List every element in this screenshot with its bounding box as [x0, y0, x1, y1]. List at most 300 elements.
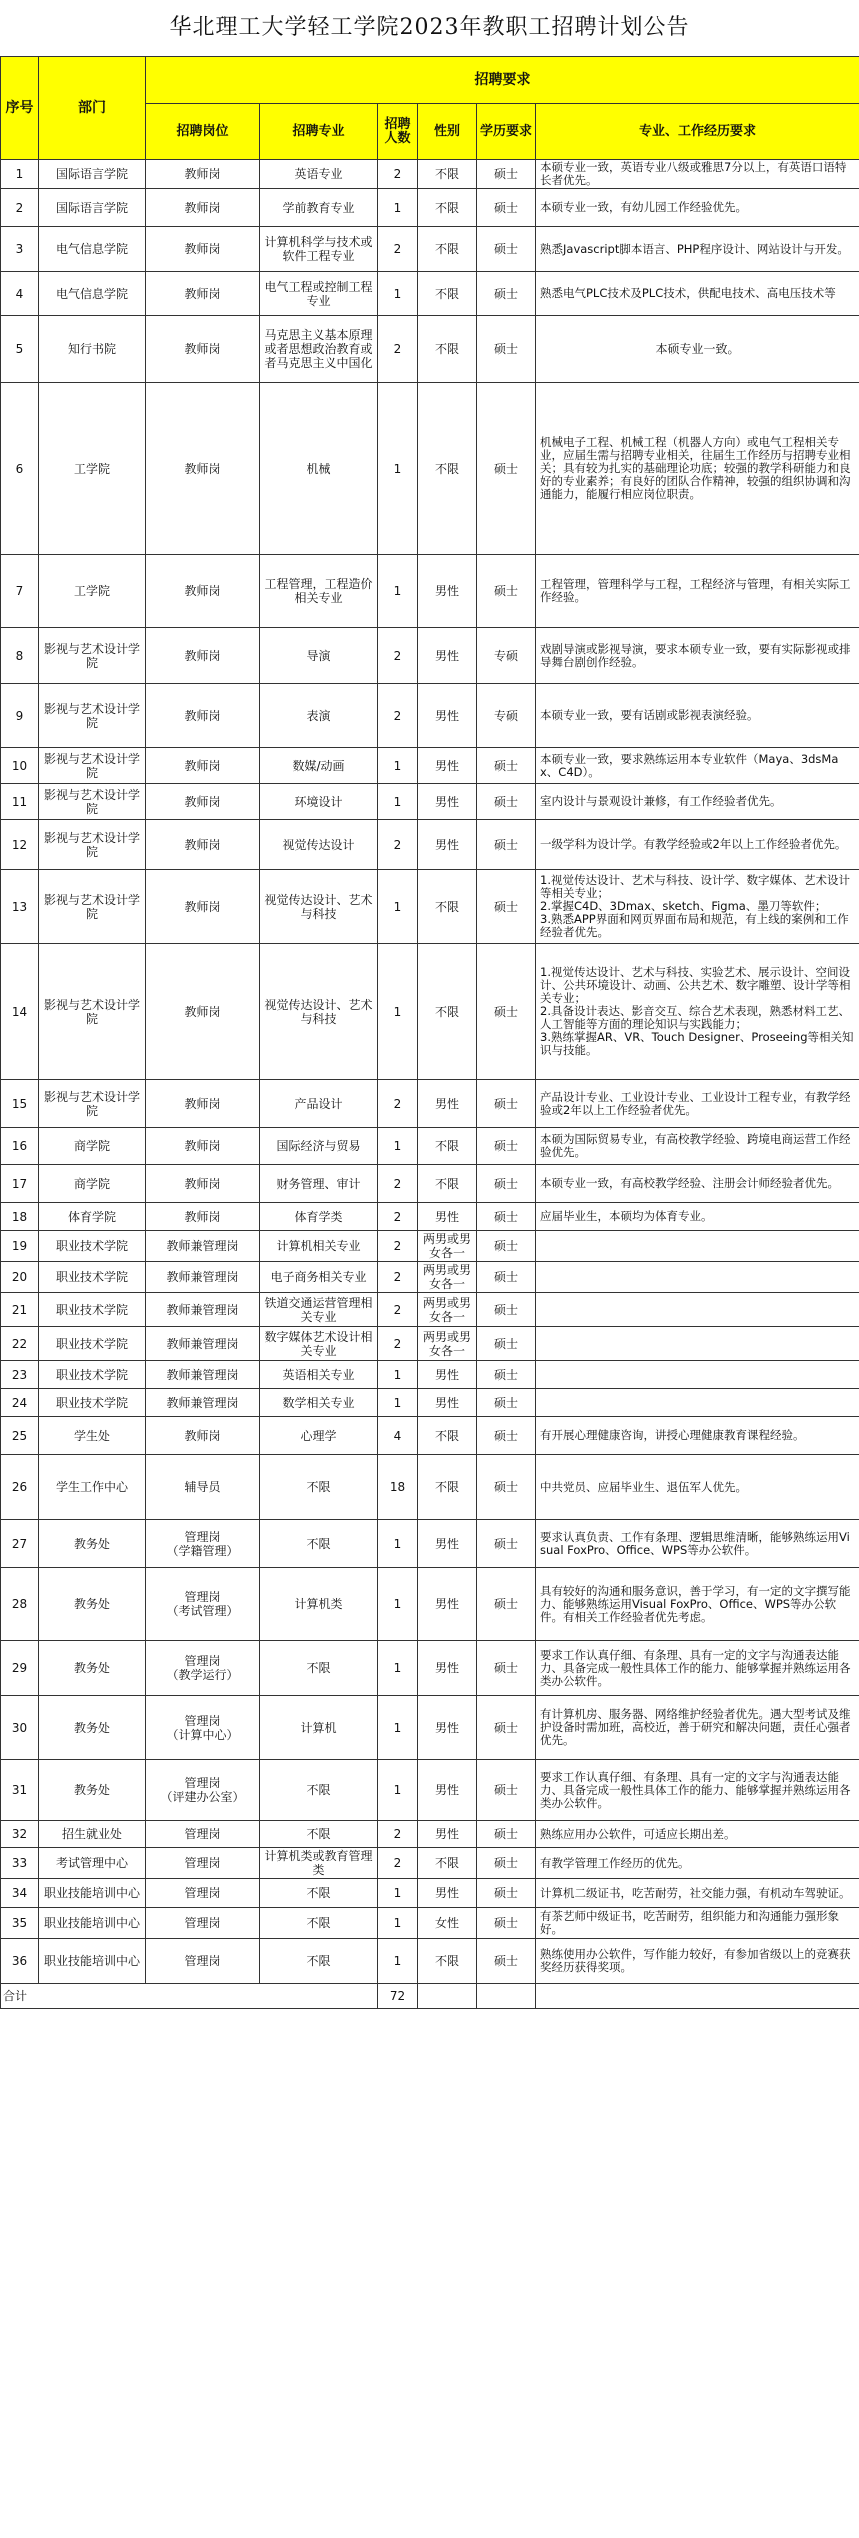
- cell-post: 教师岗: [146, 272, 260, 316]
- cell-count: 1: [378, 1568, 418, 1641]
- cell-no: 4: [1, 272, 39, 316]
- cell-no: 27: [1, 1520, 39, 1568]
- cell-post: 教师兼管理岗: [146, 1327, 260, 1361]
- cell-gender: 不限: [418, 1165, 477, 1203]
- cell-dept: 职业技能培训中心: [39, 1939, 146, 1984]
- cell-req: 戏剧导演或影视导演，要求本硕专业一致，要有实际影视或排导舞台剧创作经验。: [536, 628, 859, 684]
- cell-post: 教师岗: [146, 748, 260, 784]
- cell-req: 有茶艺师中级证书，吃苦耐劳，组织能力和沟通能力强形象好。: [536, 1908, 859, 1939]
- cell-edu: 硕士: [477, 1939, 536, 1984]
- cell-dept: 职业技术学院: [39, 1389, 146, 1417]
- cell-req: 工程管理，管理科学与工程，工程经济与管理，有相关实际工作经验。: [536, 555, 859, 628]
- cell-major: 计算机相关专业: [260, 1231, 378, 1262]
- cell-no: 11: [1, 784, 39, 820]
- table-row: [1, 1760, 859, 1821]
- cell-no: 23: [1, 1361, 39, 1389]
- cell-edu: 硕士: [477, 784, 536, 820]
- cell-dept: 影视与艺术设计学院: [39, 944, 146, 1080]
- total-row: [1, 1984, 859, 2009]
- table-row: [1, 272, 859, 316]
- cell-count: 1: [378, 1361, 418, 1389]
- table-row: [1, 1641, 859, 1696]
- cell-req: 计算机二级证书，吃苦耐劳，社交能力强，有机动车驾驶证。: [536, 1879, 859, 1908]
- cell-gender: 不限: [418, 316, 477, 383]
- cell-no: 1: [1, 160, 39, 189]
- cell-major: 英语相关专业: [260, 1361, 378, 1389]
- table-row: [1, 1293, 859, 1327]
- table-row: [1, 1821, 859, 1848]
- table-row: [1, 1231, 859, 1262]
- cell-major: 不限: [260, 1520, 378, 1568]
- cell-dept: 影视与艺术设计学院: [39, 684, 146, 748]
- cell-post: 管理岗 （评建办公室）: [146, 1760, 260, 1821]
- table-row: [1, 1262, 859, 1293]
- cell-edu: 硕士: [477, 1848, 536, 1879]
- cell-dept: 教务处: [39, 1696, 146, 1760]
- cell-req: [536, 1262, 859, 1293]
- cell-req: 一级学科为设计学。有教学经验或2年以上工作经验者优先。: [536, 820, 859, 870]
- cell-gender: 两男或男女各一: [418, 1231, 477, 1262]
- cell-req: 有开展心理健康咨询，讲授心理健康教育课程经验。: [536, 1417, 859, 1455]
- cell-count: 1: [378, 1128, 418, 1165]
- cell-edu: 硕士: [477, 316, 536, 383]
- cell-count: 2: [378, 1203, 418, 1231]
- cell-count: 2: [378, 684, 418, 748]
- cell-dept: 职业技术学院: [39, 1293, 146, 1327]
- cell-gender: 两男或男女各一: [418, 1327, 477, 1361]
- cell-count: 1: [378, 1389, 418, 1417]
- cell-dept: 职业技术学院: [39, 1361, 146, 1389]
- cell-req: 熟悉Javascript脚本语言、PHP程序设计、网站设计与开发。: [536, 227, 859, 272]
- cell-gender: 男性: [418, 1821, 477, 1848]
- table-row: [1, 1455, 859, 1520]
- cell-edu: 硕士: [477, 189, 536, 227]
- cell-post: 教师岗: [146, 684, 260, 748]
- cell-count: 2: [378, 1848, 418, 1879]
- cell-major: 计算机科学与技术或软件工程专业: [260, 227, 378, 272]
- cell-count: 1: [378, 1939, 418, 1984]
- cell-major: 产品设计: [260, 1080, 378, 1128]
- cell-dept: 电气信息学院: [39, 272, 146, 316]
- table-row: [1, 1165, 859, 1203]
- cell-no: 7: [1, 555, 39, 628]
- table-row: [1, 748, 859, 784]
- cell-edu: 专硕: [477, 684, 536, 748]
- cell-post: 管理岗 （学籍管理）: [146, 1520, 260, 1568]
- cell-no: 2: [1, 189, 39, 227]
- cell-no: 18: [1, 1203, 39, 1231]
- cell-edu: 硕士: [477, 1203, 536, 1231]
- cell-req: 中共党员、应届毕业生、退伍军人优先。: [536, 1455, 859, 1520]
- cell-count: 2: [378, 1080, 418, 1128]
- cell-gender: 男性: [418, 1696, 477, 1760]
- cell-no: 8: [1, 628, 39, 684]
- cell-post: 教师兼管理岗: [146, 1231, 260, 1262]
- table-row: [1, 189, 859, 227]
- cell-no: 28: [1, 1568, 39, 1641]
- cell-no: 36: [1, 1939, 39, 1984]
- cell-no: 32: [1, 1821, 39, 1848]
- cell-no: 26: [1, 1455, 39, 1520]
- cell-edu: 硕士: [477, 1231, 536, 1262]
- cell-post: 教师岗: [146, 1165, 260, 1203]
- cell-post: 教师岗: [146, 628, 260, 684]
- cell-post: 管理岗 （教学运行）: [146, 1641, 260, 1696]
- cell-major: 不限: [260, 1641, 378, 1696]
- cell-dept: 国际语言学院: [39, 189, 146, 227]
- cell-gender: 两男或男女各一: [418, 1262, 477, 1293]
- cell-post: 教师兼管理岗: [146, 1361, 260, 1389]
- cell-req: 本硕为国际贸易专业，有高校教学经验、跨境电商运营工作经验优先。: [536, 1128, 859, 1165]
- header-group: 招聘要求: [146, 57, 859, 104]
- header-major: 招聘专业: [260, 104, 378, 160]
- table-row: [1, 1939, 859, 1984]
- table-row: [1, 1908, 859, 1939]
- cell-dept: 职业技术学院: [39, 1231, 146, 1262]
- cell-count: 2: [378, 1327, 418, 1361]
- cell-req: [536, 1327, 859, 1361]
- table-row: [1, 227, 859, 272]
- cell-gender: 不限: [418, 272, 477, 316]
- cell-dept: 学生处: [39, 1417, 146, 1455]
- cell-no: 25: [1, 1417, 39, 1455]
- cell-no: 15: [1, 1080, 39, 1128]
- cell-no: 29: [1, 1641, 39, 1696]
- cell-dept: 教务处: [39, 1760, 146, 1821]
- cell-edu: 硕士: [477, 1128, 536, 1165]
- cell-major: 数字媒体艺术设计相关专业: [260, 1327, 378, 1361]
- cell-gender: 男性: [418, 684, 477, 748]
- cell-major: 英语专业: [260, 160, 378, 189]
- table-row: [1, 628, 859, 684]
- cell-major: 不限: [260, 1760, 378, 1821]
- cell-dept: 影视与艺术设计学院: [39, 748, 146, 784]
- cell-dept: 电气信息学院: [39, 227, 146, 272]
- cell-no: 12: [1, 820, 39, 870]
- cell-gender: 男性: [418, 784, 477, 820]
- cell-count: 2: [378, 1262, 418, 1293]
- cell-post: 教师兼管理岗: [146, 1262, 260, 1293]
- cell-dept: 考试管理中心: [39, 1848, 146, 1879]
- cell-req: 产品设计专业、工业设计专业、工业设计工程专业，有教学经验或2年以上工作经验者优先。: [536, 1080, 859, 1128]
- cell-req: 本硕专业一致，有高校教学经验、注册会计师经验者优先。: [536, 1165, 859, 1203]
- cell-post: 教师岗: [146, 1203, 260, 1231]
- cell-edu: 硕士: [477, 383, 536, 555]
- cell-post: 管理岗 （考试管理）: [146, 1568, 260, 1641]
- cell-gender: 两男或男女各一: [418, 1293, 477, 1327]
- header-req: 专业、工作经历要求: [536, 104, 859, 160]
- cell-gender: 男性: [418, 555, 477, 628]
- cell-dept: 职业技术学院: [39, 1262, 146, 1293]
- cell-major: 环境设计: [260, 784, 378, 820]
- cell-dept: 影视与艺术设计学院: [39, 820, 146, 870]
- cell-gender: 男性: [418, 628, 477, 684]
- cell-req: 熟练使用办公软件，写作能力较好，有参加省级以上的竞赛获奖经历获得奖项。: [536, 1939, 859, 1984]
- header-gender: 性别: [418, 104, 477, 160]
- cell-gender: 男性: [418, 1568, 477, 1641]
- cell-req: 熟练应用办公软件，可适应长期出差。: [536, 1821, 859, 1848]
- cell-req: 有教学管理工作经历的优先。: [536, 1848, 859, 1879]
- cell-count: 1: [378, 748, 418, 784]
- cell-major: 铁道交通运营管理相关专业: [260, 1293, 378, 1327]
- cell-edu: 硕士: [477, 1293, 536, 1327]
- cell-post: 教师岗: [146, 944, 260, 1080]
- cell-edu: 硕士: [477, 1908, 536, 1939]
- recruitment-table: [0, 56, 859, 2009]
- cell-req: [536, 1389, 859, 1417]
- cell-edu: 硕士: [477, 1641, 536, 1696]
- table-row: [1, 160, 859, 189]
- cell-dept: 工学院: [39, 555, 146, 628]
- cell-major: 视觉传达设计、艺术与科技: [260, 870, 378, 944]
- cell-major: 计算机: [260, 1696, 378, 1760]
- cell-dept: 教务处: [39, 1568, 146, 1641]
- cell-major: 数媒/动画: [260, 748, 378, 784]
- cell-req: 具有较好的沟通和服务意识，善于学习，有一定的文字撰写能力、能够熟练运用Visual FoxPro、Office、WPS等办公软件。有相关工作经验者优先考虑。: [536, 1568, 859, 1641]
- cell-count: 1: [378, 1908, 418, 1939]
- cell-post: 管理岗: [146, 1939, 260, 1984]
- cell-count: 1: [378, 944, 418, 1080]
- table-row: [1, 1520, 859, 1568]
- cell-major: 国际经济与贸易: [260, 1128, 378, 1165]
- cell-no: 33: [1, 1848, 39, 1879]
- cell-dept: 商学院: [39, 1128, 146, 1165]
- cell-gender: 不限: [418, 870, 477, 944]
- cell-req: 有计算机房、服务器、网络维护经验者优先。遇大型考试及维护设备时需加班，高校近，善于研究和解决问题，责任心强者优先。: [536, 1696, 859, 1760]
- cell-major: 电气工程或控制工程专业: [260, 272, 378, 316]
- cell-no: 17: [1, 1165, 39, 1203]
- cell-major: 数学相关专业: [260, 1389, 378, 1417]
- cell-gender: 不限: [418, 1128, 477, 1165]
- cell-count: 4: [378, 1417, 418, 1455]
- cell-major: 体育学类: [260, 1203, 378, 1231]
- cell-count: 2: [378, 1231, 418, 1262]
- cell-gender: 不限: [418, 189, 477, 227]
- table-row: [1, 1128, 859, 1165]
- cell-major: 电子商务相关专业: [260, 1262, 378, 1293]
- cell-count: 2: [378, 628, 418, 684]
- cell-count: 2: [378, 160, 418, 189]
- cell-gender: 男性: [418, 1361, 477, 1389]
- cell-gender: 男性: [418, 1389, 477, 1417]
- cell-dept: 影视与艺术设计学院: [39, 784, 146, 820]
- cell-edu: 硕士: [477, 820, 536, 870]
- cell-req: 1.视觉传达设计、艺术与科技、设计学、数字媒体、艺术设计等相关专业； 2.掌握C4D、3Dmax、sketch、Figma、墨刀等软件； 3.熟悉APP界面和网页界面布局和规范，有上线的案例和工作经验者优先。: [536, 870, 859, 944]
- cell-dept: 体育学院: [39, 1203, 146, 1231]
- cell-no: 22: [1, 1327, 39, 1361]
- cell-edu: 硕士: [477, 1327, 536, 1361]
- cell-edu: 硕士: [477, 1568, 536, 1641]
- cell-post: 教师岗: [146, 383, 260, 555]
- table-row: [1, 870, 859, 944]
- cell-edu: 专硕: [477, 628, 536, 684]
- cell-req: 1.视觉传达设计、艺术与科技、实验艺术、展示设计、空间设计、公共环境设计、动画、公共艺术、数字雕塑、设计学等相关专业； 2.具备设计表达、影音交互、综合艺术表现，熟悉材料工艺、人工智能等方面的理论知识与实践能力； 3.熟练掌握AR、VR、Touch Designer、Proseeing等相关知识与技能。: [536, 944, 859, 1080]
- table-row: [1, 944, 859, 1080]
- cell-gender: 男性: [418, 748, 477, 784]
- cell-count: 1: [378, 272, 418, 316]
- cell-req: 本硕专业一致，要有话剧或影视表演经验。: [536, 684, 859, 748]
- cell-post: 教师岗: [146, 316, 260, 383]
- cell-post: 管理岗: [146, 1879, 260, 1908]
- cell-gender: 不限: [418, 160, 477, 189]
- cell-count: 1: [378, 383, 418, 555]
- cell-req: 机械电子工程、机械工程（机器人方向）或电气工程相关专业，应届生需与招聘专业相关，往届生工作经历与招聘专业相关；具有较为扎实的基础理论功底；较强的教学科研能力和良好的专业素养；有良好的团队合作精神，较强的组织协调和沟通能力，能履行相应岗位职责。: [536, 383, 859, 555]
- cell-count: 1: [378, 189, 418, 227]
- cell-post: 管理岗: [146, 1908, 260, 1939]
- cell-count: 1: [378, 1760, 418, 1821]
- cell-major: 不限: [260, 1879, 378, 1908]
- cell-major: 学前教育专业: [260, 189, 378, 227]
- cell-no: 6: [1, 383, 39, 555]
- cell-count: 1: [378, 784, 418, 820]
- cell-post: 教师兼管理岗: [146, 1389, 260, 1417]
- cell-gender: 男性: [418, 1203, 477, 1231]
- table-row: [1, 820, 859, 870]
- table-row: [1, 1568, 859, 1641]
- cell-req: [536, 1361, 859, 1389]
- cell-post: 教师岗: [146, 160, 260, 189]
- cell-no: 31: [1, 1760, 39, 1821]
- cell-edu: 硕士: [477, 227, 536, 272]
- cell-edu: 硕士: [477, 1696, 536, 1760]
- cell-major: 机械: [260, 383, 378, 555]
- cell-no: 34: [1, 1879, 39, 1908]
- table-row: [1, 784, 859, 820]
- cell-edu: 硕士: [477, 870, 536, 944]
- table-row: [1, 1080, 859, 1128]
- cell-count: 2: [378, 227, 418, 272]
- cell-edu: 硕士: [477, 1455, 536, 1520]
- header-edu: 学历要求: [477, 104, 536, 160]
- cell-req: 室内设计与景观设计兼修，有工作经验者优先。: [536, 784, 859, 820]
- cell-gender: 男性: [418, 1520, 477, 1568]
- cell-req: 熟悉电气PLC技术及PLC技术，供配电技术、高电压技术等: [536, 272, 859, 316]
- cell-dept: 影视与艺术设计学院: [39, 1080, 146, 1128]
- cell-gender: 女性: [418, 1908, 477, 1939]
- cell-major: 计算机类: [260, 1568, 378, 1641]
- cell-count: 1: [378, 1641, 418, 1696]
- cell-post: 教师兼管理岗: [146, 1293, 260, 1327]
- cell-no: 3: [1, 227, 39, 272]
- table-row: [1, 555, 859, 628]
- table-row: [1, 1389, 859, 1417]
- cell-edu: 硕士: [477, 160, 536, 189]
- cell-gender: 不限: [418, 1417, 477, 1455]
- cell-post: 辅导员: [146, 1455, 260, 1520]
- cell-req: 应届毕业生，本硕均为体育专业。: [536, 1203, 859, 1231]
- cell-dept: 职业技能培训中心: [39, 1879, 146, 1908]
- cell-edu: 硕士: [477, 1389, 536, 1417]
- cell-edu: 硕士: [477, 1080, 536, 1128]
- cell-no: 24: [1, 1389, 39, 1417]
- table-row: [1, 383, 859, 555]
- table-row: [1, 1848, 859, 1879]
- cell-no: 13: [1, 870, 39, 944]
- cell-gender: 男性: [418, 820, 477, 870]
- cell-post: 教师岗: [146, 870, 260, 944]
- cell-gender: 不限: [418, 227, 477, 272]
- cell-no: 35: [1, 1908, 39, 1939]
- cell-post: 教师岗: [146, 227, 260, 272]
- cell-count: 2: [378, 1821, 418, 1848]
- cell-gender: 男性: [418, 1080, 477, 1128]
- cell-req: 本硕专业一致。: [536, 316, 859, 383]
- cell-dept: 影视与艺术设计学院: [39, 870, 146, 944]
- cell-count: 2: [378, 1165, 418, 1203]
- table-row: [1, 1696, 859, 1760]
- cell-edu: 硕士: [477, 748, 536, 784]
- cell-no: 30: [1, 1696, 39, 1760]
- table-row: [1, 1417, 859, 1455]
- header-post: 招聘岗位: [146, 104, 260, 160]
- cell-no: 5: [1, 316, 39, 383]
- cell-edu: 硕士: [477, 944, 536, 1080]
- page-title: 华北理工大学轻工学院2023年教职工招聘计划公告: [169, 15, 690, 40]
- cell-count: 1: [378, 1520, 418, 1568]
- table-row: [1, 316, 859, 383]
- cell-dept: 职业技术学院: [39, 1327, 146, 1361]
- cell-post: 管理岗 （计算中心）: [146, 1696, 260, 1760]
- cell-edu: 硕士: [477, 1760, 536, 1821]
- cell-count: 1: [378, 870, 418, 944]
- cell-major: 不限: [260, 1455, 378, 1520]
- cell-dept: 知行书院: [39, 316, 146, 383]
- cell-no: 21: [1, 1293, 39, 1327]
- cell-major: 表演: [260, 684, 378, 748]
- cell-gender: 男性: [418, 1879, 477, 1908]
- cell-dept: 职业技能培训中心: [39, 1908, 146, 1939]
- cell-req: [536, 1293, 859, 1327]
- cell-dept: 工学院: [39, 383, 146, 555]
- cell-edu: 硕士: [477, 272, 536, 316]
- cell-edu: 硕士: [477, 1417, 536, 1455]
- cell-major: 马克思主义基本原理或者思想政治教育或者马克思主义中国化: [260, 316, 378, 383]
- cell-post: 教师岗: [146, 1417, 260, 1455]
- cell-major: 财务管理、审计: [260, 1165, 378, 1203]
- cell-no: 14: [1, 944, 39, 1080]
- cell-edu: 硕士: [477, 1879, 536, 1908]
- cell-major: 导演: [260, 628, 378, 684]
- cell-count: 1: [378, 1696, 418, 1760]
- cell-gender: 男性: [418, 1760, 477, 1821]
- cell-major: 不限: [260, 1939, 378, 1984]
- cell-major: 工程管理，工程造价相关专业: [260, 555, 378, 628]
- total-label: 合计: [1, 1984, 378, 2009]
- cell-edu: 硕士: [477, 555, 536, 628]
- cell-major: 心理学: [260, 1417, 378, 1455]
- cell-post: 教师岗: [146, 1080, 260, 1128]
- table-row: [1, 1327, 859, 1361]
- cell-major: 计算机类或教育管理类: [260, 1848, 378, 1879]
- cell-no: 9: [1, 684, 39, 748]
- cell-major: 视觉传达设计: [260, 820, 378, 870]
- cell-gender: 不限: [418, 1848, 477, 1879]
- table-row: [1, 1361, 859, 1389]
- cell-dept: 国际语言学院: [39, 160, 146, 189]
- header-count: 招聘人数: [378, 104, 418, 160]
- cell-dept: 商学院: [39, 1165, 146, 1203]
- cell-req: 要求工作认真仔细、有条理、具有一定的文字与沟通表达能力、具备完成一般性具体工作的能力、能够掌握并熟练运用各类办公软件。: [536, 1760, 859, 1821]
- table-row: [1, 1879, 859, 1908]
- cell-dept: 招生就业处: [39, 1821, 146, 1848]
- cell-req: 要求认真负责、工作有条理、逻辑思维清晰，能够熟练运用Visual FoxPro、Office、WPS等办公软件。: [536, 1520, 859, 1568]
- cell-count: 2: [378, 820, 418, 870]
- cell-edu: 硕士: [477, 1520, 536, 1568]
- cell-post: 管理岗: [146, 1821, 260, 1848]
- cell-no: 19: [1, 1231, 39, 1262]
- cell-post: 教师岗: [146, 555, 260, 628]
- cell-req: 本硕专业一致，英语专业八级或雅思7分以上，有英语口语特长者优先。: [536, 160, 859, 189]
